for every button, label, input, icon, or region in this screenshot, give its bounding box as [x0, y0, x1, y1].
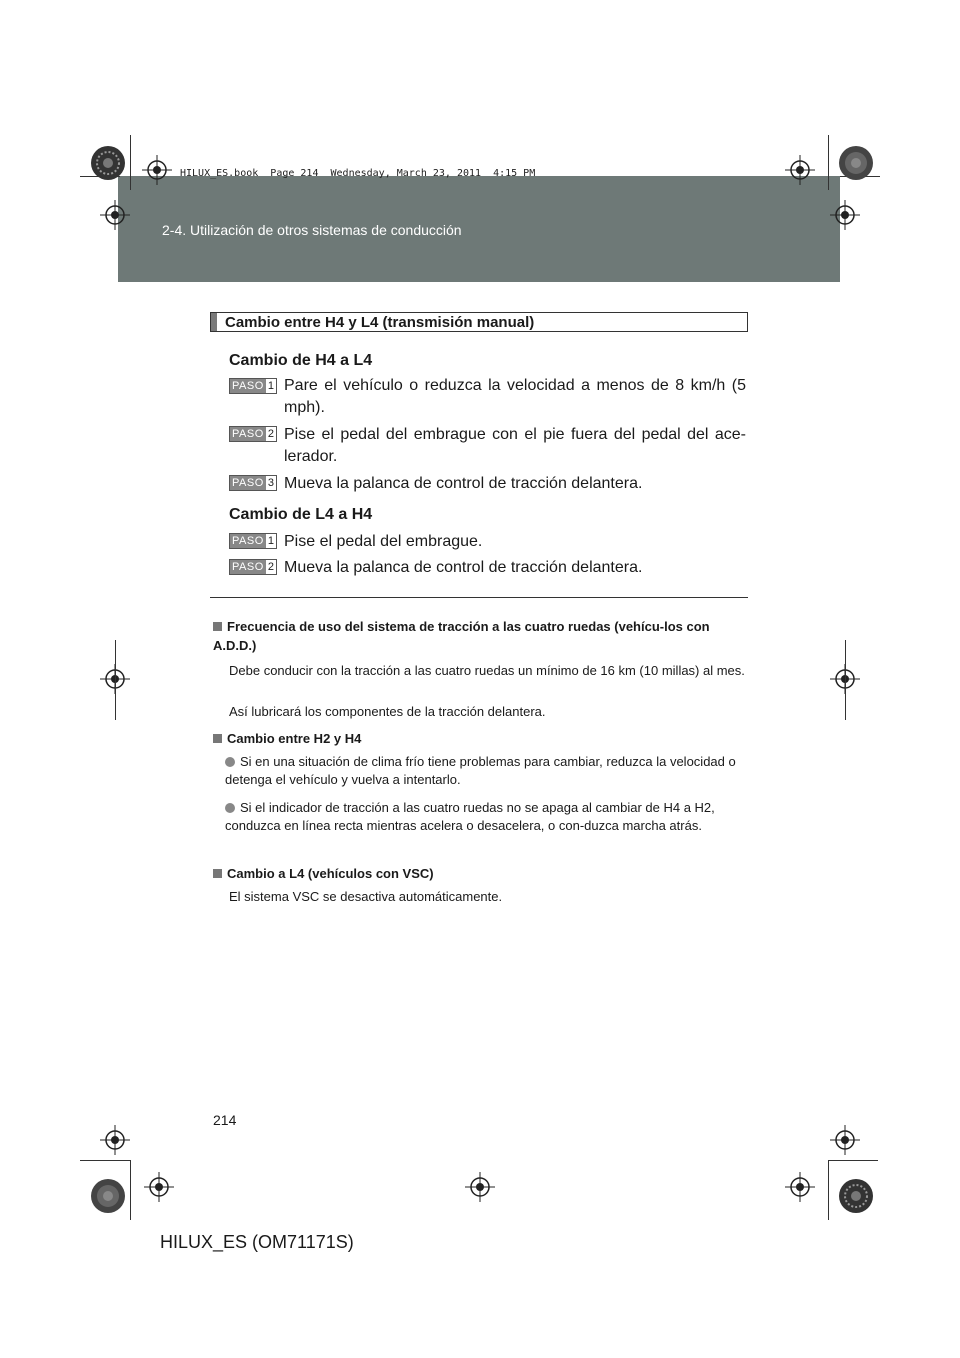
crop-line: [80, 1160, 130, 1161]
note-body: Así lubricará los componentes de la tracción delantera.: [229, 704, 546, 719]
registration-mark-icon: [465, 1172, 495, 1202]
registration-mark-icon: [785, 155, 815, 185]
note-heading: Frecuencia de uso del sistema de tracción a las cuatro ruedas (vehícu-los con A.D.D.): [213, 619, 710, 653]
square-bullet-icon: [213, 622, 222, 631]
crop-line: [828, 1160, 878, 1161]
note-heading: Cambio entre H2 y H4: [213, 729, 748, 748]
title-accent-bar: [211, 313, 217, 331]
registration-mark-icon: [785, 1172, 815, 1202]
crop-line: [130, 135, 131, 190]
square-bullet-icon: [213, 734, 222, 743]
step-badge: PASO 2: [229, 426, 277, 442]
divider: [210, 597, 748, 598]
page-number: 214: [213, 1112, 237, 1128]
section-title-box: [210, 312, 748, 332]
note-body: Debe conducir con la tracción a las cuatro ruedas un mínimo de 16 km (10 millas) al mes.: [229, 663, 745, 678]
step-text: Pise el pedal del embrague con el pie fuera del pedal del ace-lerador.: [284, 426, 746, 465]
note-heading: Cambio a L4 (vehículos con VSC): [213, 864, 748, 883]
color-rosette-icon: [90, 145, 126, 181]
registration-mark-icon: [100, 200, 130, 230]
step-text: Pare el vehículo o reduzca la velocidad a menos de 8 km/h (5 mph).: [284, 377, 746, 416]
registration-mark-icon: [830, 200, 860, 230]
round-bullet-icon: [225, 803, 235, 813]
procedure-heading: Cambio de H4 a L4: [229, 352, 373, 369]
step-badge: PASO 1: [229, 378, 277, 394]
step-text: Mueva la palanca de control de tracción delantera.: [284, 475, 643, 492]
section-title: Cambio entre H4 y L4 (transmisión manual): [225, 314, 535, 331]
section-header: 2-4. Utilización de otros sistemas de conducción: [162, 222, 462, 238]
list-item: Si en una situación de clima frío tiene problemas para cambiar, reduzca la velocidad o detenga el vehículo y vuelva a intentarlo.: [225, 754, 736, 787]
step-badge: PASO 2: [229, 559, 277, 575]
crop-line: [115, 640, 116, 720]
color-rosette-icon: [90, 1178, 126, 1214]
list-item: Si el indicador de tracción a las cuatro ruedas no se apaga al cambiar de H4 a H2, conduzca en línea recta mientras acelera o desacelera, o con-duzca marcha atrás.: [225, 800, 715, 833]
step-text: Mueva la palanca de control de tracción delantera.: [284, 559, 643, 576]
crop-line: [130, 1160, 131, 1220]
color-rosette-icon: [838, 1178, 874, 1214]
crop-line: [845, 640, 846, 720]
crop-line: [828, 135, 829, 190]
registration-mark-icon: [100, 1125, 130, 1155]
step-badge: PASO 1: [229, 533, 277, 549]
color-rosette-icon: [838, 145, 874, 181]
registration-mark-icon: [830, 1125, 860, 1155]
procedure-heading: Cambio de L4 a H4: [229, 506, 373, 523]
crop-line: [828, 1160, 829, 1220]
registration-mark-icon: [144, 1172, 174, 1202]
footer-model: HILUX_ES (OM71171S): [160, 1232, 354, 1252]
square-bullet-icon: [213, 869, 222, 878]
round-bullet-icon: [225, 757, 235, 767]
step-text: Pise el pedal del embrague.: [284, 533, 483, 550]
registration-mark-icon: [142, 155, 172, 185]
step-badge: PASO 3: [229, 475, 277, 491]
note-body: El sistema VSC se desactiva automáticamente.: [229, 889, 503, 904]
print-stamp: HILUX_ES.book Page 214 Wednesday, March 23, 2011 4:15 PM: [180, 168, 536, 179]
